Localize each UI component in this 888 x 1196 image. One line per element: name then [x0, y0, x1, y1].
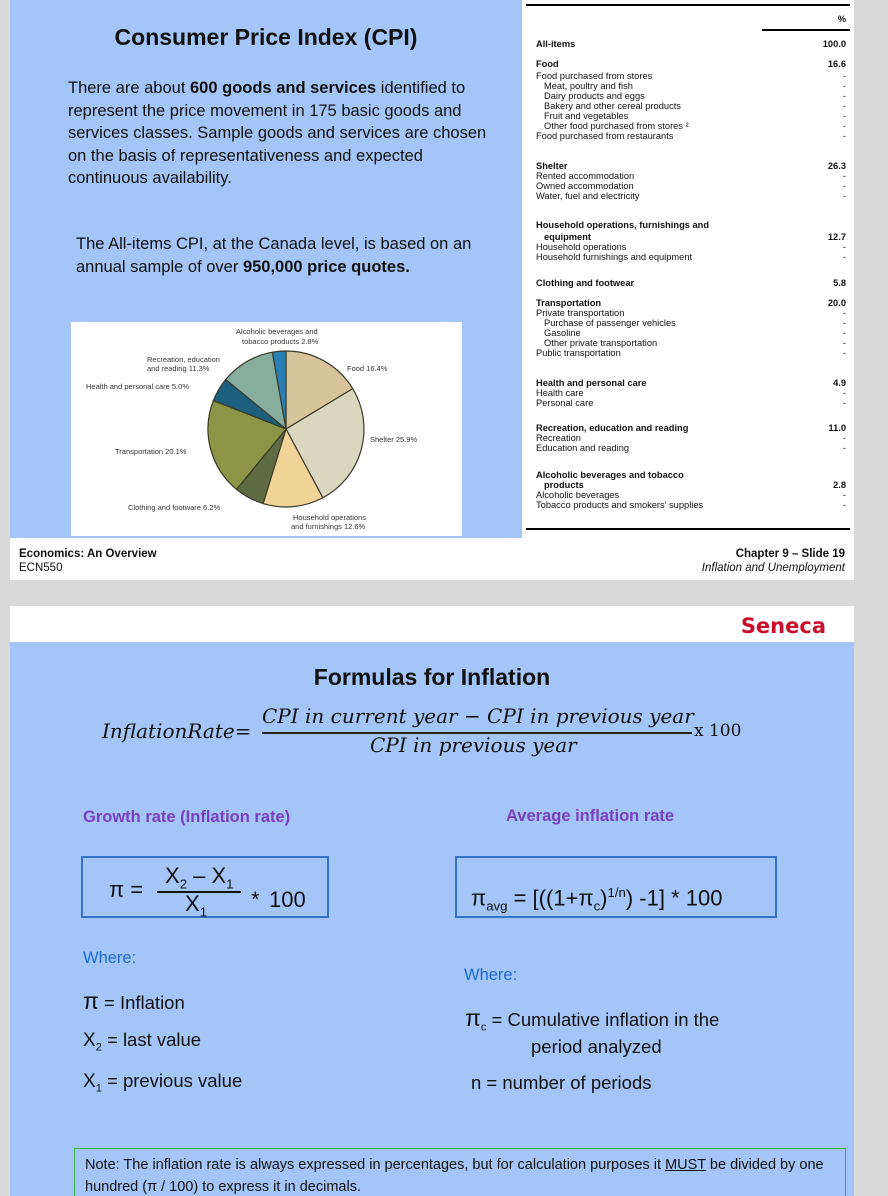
- table-row-label: Household operations, furnishings and: [536, 220, 710, 230]
- table-row-label: Clothing and footwear: [536, 278, 635, 288]
- footer-course: [19, 547, 157, 575]
- table-row-value: -: [842, 71, 846, 81]
- table-row-value: -: [842, 131, 846, 141]
- pie-label-alcohol-1: Alcoholic beverages and: [236, 327, 318, 336]
- table-row: [526, 398, 850, 409]
- table-row-label: Health and personal care: [536, 378, 647, 388]
- table-row-label: Private transportation: [536, 308, 625, 318]
- slide-inflation-formulas: [10, 606, 854, 1196]
- definition-inflation: π = Inflation: [83, 988, 185, 1014]
- table-row: [526, 131, 850, 142]
- table-row-label: Alcoholic beverages and tobacco: [536, 470, 684, 480]
- growth-numerator: $X_2 - X_1$: [165, 863, 234, 892]
- table-row-label: Tobacco products and smokers' supplies: [536, 500, 704, 510]
- table-row-value: 16.6: [827, 59, 846, 69]
- table-row: [526, 500, 850, 511]
- table-row-value: -: [842, 121, 846, 131]
- slide-cpi: [10, 0, 854, 580]
- table-row-value: -: [842, 252, 846, 262]
- table-row: [526, 348, 850, 359]
- table-row-label: equipment: [544, 232, 592, 242]
- definition-previous-value: $X_1$ = previous value: [83, 1070, 243, 1095]
- table-row: [526, 252, 850, 263]
- table-row-label: Education and reading: [536, 443, 630, 453]
- table-row-value: -: [842, 500, 846, 510]
- table-header-rule: [762, 29, 850, 31]
- table-row-value: -: [842, 318, 846, 328]
- pie-label-health: Health and personal care 5.0%: [86, 382, 189, 391]
- table-row-label: Food purchased from stores: [536, 71, 653, 81]
- pie-label-clothing: Clothing and footware 6.2%: [128, 503, 221, 512]
- table-row-label: All-items: [536, 39, 576, 49]
- formula-numerator: CPI in current year − CPI in previous year: [262, 704, 694, 728]
- table-row: [526, 443, 850, 454]
- table-row-value: -: [842, 348, 846, 358]
- table-row-value: 12.7: [827, 232, 846, 242]
- table-row-value: -: [842, 171, 846, 181]
- growth-rate-title: Growth rate (Inflation rate): [83, 808, 291, 826]
- table-row-value: -: [842, 101, 846, 111]
- table-row-value: -: [842, 388, 846, 398]
- table-top-rule: [526, 4, 850, 6]
- pie-label-household-2: and furnishings 12.6%: [291, 522, 366, 531]
- table-row-label: Alcoholic beverages: [536, 490, 620, 500]
- pie-label-shelter: Shelter 25.9%: [370, 435, 418, 444]
- table-row-label: Food: [536, 59, 559, 69]
- table-row-value: -: [842, 181, 846, 191]
- table-row-value: 5.8: [833, 278, 846, 288]
- footer-chapter-title: Inflation and Unemployment: [701, 562, 845, 574]
- table-row-value: -: [842, 443, 846, 453]
- table-row-label: Other food purchased from stores ²: [544, 121, 689, 131]
- pie-label-household-1: Household operations: [293, 513, 366, 522]
- hundred-value: 100: [269, 887, 306, 912]
- formula-lhs: InflationRate=: [102, 719, 252, 743]
- multiply-symbol: *: [251, 887, 260, 912]
- table-row-value: -: [842, 398, 846, 408]
- pie-label-food: Food 16.4%: [347, 364, 388, 373]
- table-row-label: Dairy products and eggs: [544, 91, 645, 101]
- pie-label-alcohol-2: tobacco products 2.8%: [242, 337, 319, 346]
- table-row-value: 20.0: [827, 298, 846, 308]
- table-row-value: -: [842, 490, 846, 500]
- average-rate-title: Average inflation rate: [506, 807, 675, 825]
- table-row-label: Recreation: [536, 433, 581, 443]
- table-row-value: -: [842, 91, 846, 101]
- where-label-left: Where:: [83, 949, 137, 967]
- table-row-value: 100.0: [822, 39, 846, 49]
- table-row-value: 26.3: [827, 161, 846, 171]
- table-row-label: Rented accommodation: [536, 171, 635, 181]
- table-row-label: Gasoline: [544, 328, 581, 338]
- table-row-value: -: [842, 81, 846, 91]
- table-row-label: Other private transportation: [544, 338, 658, 348]
- seneca-logo: Seneca: [740, 614, 826, 638]
- average-rate-formula-box: [455, 856, 777, 918]
- sample-paragraph: The All-items CPI, at the Canada level, is based on an annual sample of over 950,000 price quotes.: [76, 235, 472, 276]
- table-row-value: -: [842, 338, 846, 348]
- definition-last-value: $X_2$ = last value: [83, 1029, 202, 1054]
- definition-cumulative-inflation: $\pi_c$ = Cumulative inflation in the: [465, 1005, 720, 1034]
- table-row-label: Food purchased from restaurants: [536, 131, 674, 141]
- table-row-value: -: [842, 191, 846, 201]
- table-row-label: Owned accommodation: [536, 181, 634, 191]
- pi-symbol: π =: [109, 877, 144, 902]
- table-row-value: -: [842, 328, 846, 338]
- table-row-label: Health care: [536, 388, 584, 398]
- cpi-weights-table: [526, 0, 854, 538]
- table-row: [526, 278, 850, 289]
- table-row-label: Meat, poultry and fish: [544, 81, 633, 91]
- table-row-label: Transportation: [536, 298, 602, 308]
- table-row: [526, 39, 850, 50]
- slide-title: Consumer Price Index (CPI): [114, 24, 418, 50]
- slide-title: Formulas for Inflation: [313, 664, 551, 690]
- table-row-label: Fruit and vegetables: [544, 111, 629, 121]
- table-row-value: -: [842, 308, 846, 318]
- note-box: Note: The inflation rate is always expressed in percentages, but for calculation purposes it MUST be divided by one hundred (π / 100) to express it in decimals.: [74, 1148, 846, 1196]
- average-rate-formula: $\pi_{avg} = [((1+\pi_c)^{1/n})$ -1] * 100: [471, 885, 723, 914]
- table-row-value: -: [842, 433, 846, 443]
- table-row-value: -: [842, 111, 846, 121]
- table-row-value: -: [842, 242, 846, 252]
- table-row-label: Water, fuel and electricity: [536, 191, 640, 201]
- table-row-label: Recreation, education and reading: [536, 423, 689, 433]
- table-row: [526, 59, 850, 70]
- pie-label-transport: Transportation 20.1%: [115, 447, 187, 456]
- table-row-value: 11.0: [828, 423, 846, 433]
- table-row-label: Household operations: [536, 242, 627, 252]
- table-row-label: Bakery and other cereal products: [544, 101, 681, 111]
- goods-paragraph: There are about 600 goods and services identified to represent the price movement in 175 basic goods and services classes. Sample goods and services are chosen on the basis of representativeness and expected continuous availability.: [68, 79, 487, 187]
- pie-label-recreation-2: and reading 11.3%: [147, 364, 210, 373]
- table-row: [526, 220, 850, 231]
- definition-number-of-periods: n = number of periods: [471, 1072, 652, 1093]
- table-row-label: products: [544, 480, 584, 490]
- formula-denominator: CPI in previous year: [370, 733, 577, 757]
- table-row-label: Household furnishings and equipment: [536, 252, 693, 262]
- footer-course-title: Economics: An Overview: [19, 548, 157, 560]
- cpi-pie-chart: [71, 322, 462, 536]
- table-row: [526, 191, 850, 202]
- formula-multiplier: x 100: [694, 721, 742, 741]
- growth-denominator: $X_1$: [185, 891, 208, 920]
- footer-chapter: [702, 547, 845, 575]
- table-row-value: 2.8: [833, 480, 846, 490]
- table-row-value: 4.9: [833, 378, 846, 388]
- table-row-label: Shelter: [536, 161, 568, 171]
- definition-cumulative-inflation-cont: period analyzed: [531, 1036, 662, 1057]
- where-label-right: Where:: [464, 966, 518, 984]
- table-unit-header: %: [837, 14, 846, 24]
- growth-rate-formula-box: [81, 856, 329, 918]
- table-row-label: Personal care: [536, 398, 594, 408]
- footer-course-code: ECN550: [19, 562, 63, 574]
- pie-svg: [71, 322, 462, 536]
- table-row-label: Public transportation: [536, 348, 621, 358]
- table-bottom-rule: [526, 528, 850, 530]
- pie-label-recreation-1: Recreation, education: [147, 355, 220, 364]
- table-row-label: Purchase of passenger vehicles: [544, 318, 676, 328]
- footer-slide-number: Chapter 9 – Slide 19: [735, 548, 845, 560]
